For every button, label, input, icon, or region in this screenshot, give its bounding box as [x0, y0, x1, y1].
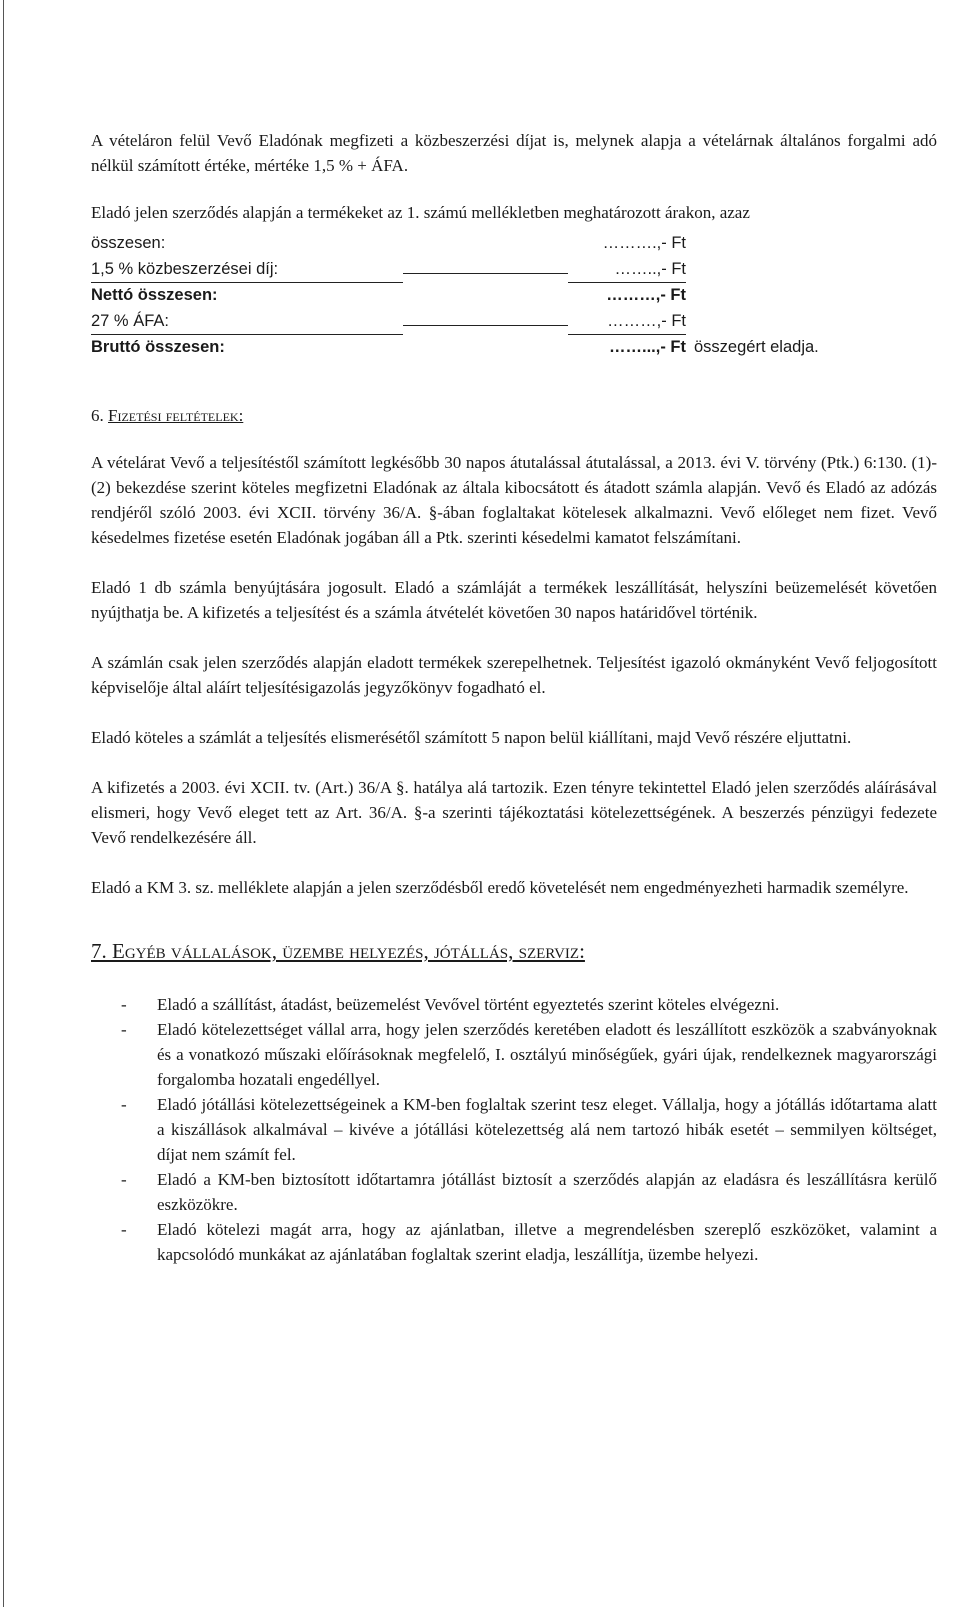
list-bullet: -	[121, 1095, 127, 1114]
list-item	[91, 992, 937, 1017]
list-bullet: -	[121, 1170, 127, 1189]
section-6-heading	[91, 403, 937, 428]
price-value: ……….,- Ft	[602, 234, 686, 252]
list-bullet: -	[121, 1020, 127, 1039]
list-bullet: -	[121, 995, 127, 1014]
list-item-text: Eladó a KM-ben biztosított időtartamra jótállást biztosít a szerződés alapján az eladásra és leszállításra kerülő eszközökre.	[157, 1170, 937, 1214]
section-6-paragraph: A számlán csak jelen szerződés alapján eladott termékek szerepelhetnek. Teljesítést igazoló okmányként Vevő feljogosított képviselője által aláírt teljesítésigazolás jegyzőkönyv fogadható el.	[91, 653, 937, 697]
price-label: összesen:	[91, 234, 166, 252]
section-7-title: 7. Egyéb vállalások, üzembe helyezés, jótállás, szerviz:	[91, 939, 585, 963]
section-6-paragraph: Eladó 1 db számla benyújtására jogosult. Eladó a számláját a termékek leszállítását, helyszíni beüzemelését követően nyújthatja be. A kifizetés a teljesítést és a számla átvételét követően 30 napos határidővel történik.	[91, 578, 937, 622]
section-6-paragraph: Eladó a KM 3. sz. melléklete alapján a jelen szerződésből eredő követelését nem engedményezheti harmadik személyre.	[91, 878, 909, 897]
section-6-title: Fizetési feltételek:	[108, 406, 244, 425]
section-6-paragraph: A vételárat Vevő a teljesítéstől számított legkésőbb 30 napos átutalással átutalással, a 2013. évi V. törvény (Ptk.) 6:130. (1)-(2) bekezdése szerint köteles megfizetni Eladónak az általa kibocsátott és átadott számla alapján. Vevő és Eladó az adózás rendjéről szóló 2003. évi XCII. törvény 36/A. §-ában foglaltakat kötelesek alkalmazni. Vevő előleget nem fizet. Vevő késedelmes fizetése esetén Eladónak jogában áll a Ptk. szerinti késedelmi kamatot felszámítani.	[91, 453, 937, 547]
price-row-gross	[91, 335, 937, 361]
price-row-net	[91, 283, 937, 309]
section-6-paragraph: Eladó köteles a számlát a teljesítés elismerésétől számított 5 napon belül kiállítani, majd Vevő részére eljuttatni.	[91, 728, 852, 747]
price-table	[91, 231, 937, 361]
list-item-text: Eladó a szállítást, átadást, beüzemelést Vevővel történt egyeztetés szerint köteles elvégezni.	[157, 995, 780, 1014]
section-7-heading	[91, 936, 937, 966]
intro-paragraph-1: A vételáron felül Vevő Eladónak megfizeti a közbeszerzési díjat is, melynek alapja a vételárnak általános forgalmi adó nélkül számított értéke, mértéke 1,5 % + ÁFA.	[91, 131, 937, 175]
price-label: 27 % ÁFA:	[91, 309, 403, 335]
price-row-fee	[91, 257, 937, 283]
price-row-total	[91, 231, 937, 257]
price-value: ………,- Ft	[606, 286, 686, 304]
intro-paragraph-2: Eladó jelen szerződés alapján a termékeket az 1. számú mellékletben meghatározott árakon, azaz	[91, 203, 750, 222]
section-6-paragraph: A kifizetés a 2003. évi XCII. tv. (Art.) 36/A §. hatálya alá tartozik. Ezen tényre tekintettel Eladó jelen szerződés aláírásával elismeri, hogy Vevő eleget tett az Art. 36/A. §-a szerinti tájékoztatási kötelezettségének. A beszerzés pénzügyi fedezete Vevő rendelkezésére áll.	[91, 778, 937, 847]
section-6-number: 6.	[91, 406, 104, 425]
price-value: ………,- Ft	[568, 309, 686, 335]
list-item-text: Eladó kötelezi magát arra, hogy az ajánlatban, illetve a megrendelésben szereplő eszközöket, valamint a kapcsolódó munkákat az ajánlatában foglaltak szerint eladja, leszállítja, üzembe helyezi.	[157, 1220, 937, 1264]
document-page	[91, 128, 937, 1267]
list-item-text: Eladó jótállási kötelezettségeinek a KM-ben foglaltak szerint tesz eleget. Vállalja, hogy a jótállás időtartama alatt a kiszállások alkalmával – kivéve a jótállási kötelezettség alá nem tartozó hibák esetét – semmilyen költséget, díjat nem számít fel.	[157, 1095, 937, 1164]
list-item	[91, 1092, 937, 1167]
list-item	[91, 1217, 937, 1267]
price-label: Bruttó összesen:	[91, 338, 225, 356]
price-row-vat	[91, 309, 937, 335]
price-label: 1,5 % közbeszerzései díj:	[91, 257, 403, 283]
list-item-text: Eladó kötelezettséget vállal arra, hogy jelen szerződés keretében eladott és leszállított eszközök a szabványoknak és a vonatkozó műszaki előírásoknak megfelelő, I. osztályú minőségűek, gyári újak, rendelkeznek magyarországi forgalomba hozatali engedéllyel.	[157, 1020, 937, 1089]
list-bullet: -	[121, 1220, 127, 1239]
price-label: Nettó összesen:	[91, 286, 218, 304]
price-value: ……...,- Ft	[609, 338, 686, 356]
list-item	[91, 1017, 937, 1092]
section-7-list	[91, 992, 937, 1267]
price-suffix: összegért eladja.	[694, 338, 819, 356]
price-value: ……..,- Ft	[568, 257, 686, 283]
page-edge-line	[3, 0, 4, 1607]
list-item	[91, 1167, 937, 1217]
